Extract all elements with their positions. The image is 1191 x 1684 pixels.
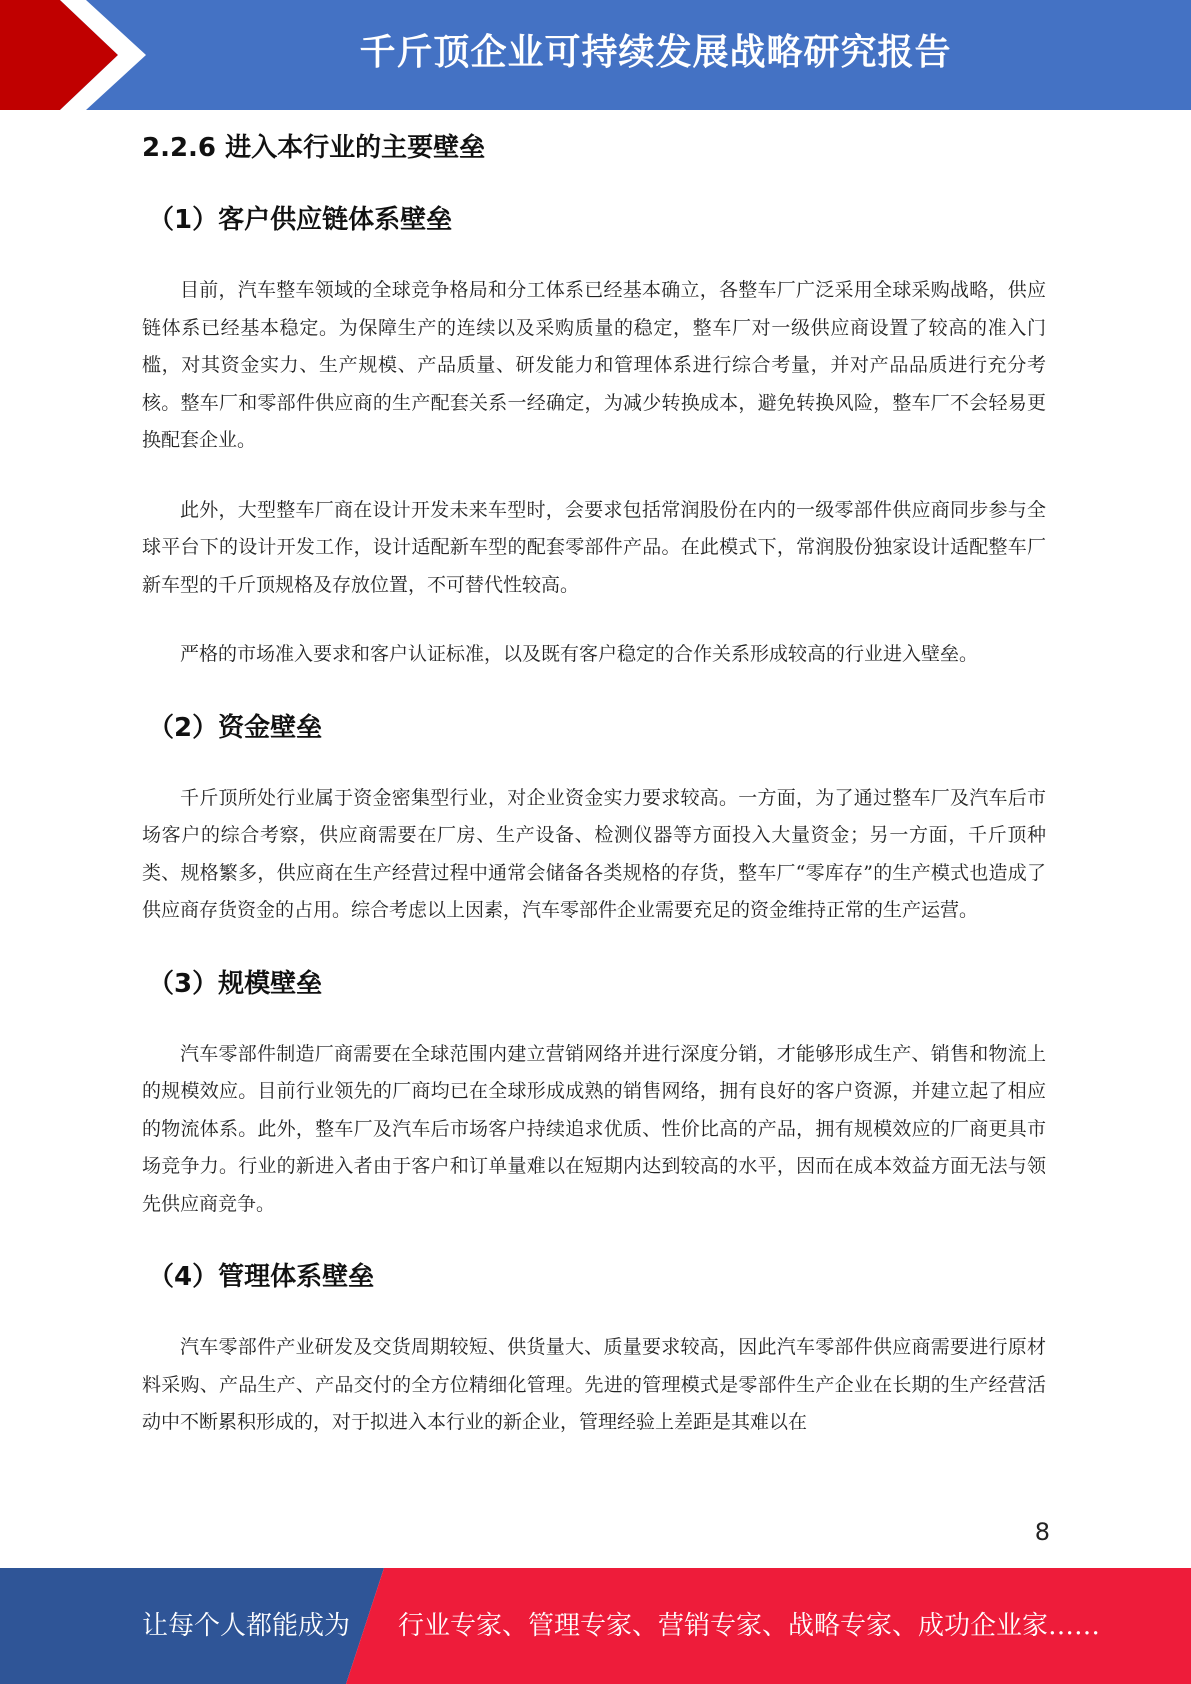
report-title: 千斤顶企业可持续发展战略研究报告	[359, 32, 952, 73]
footer-slogan-right: 行业专家、管理专家、营销专家、战略专家、成功企业家……	[398, 1611, 1101, 1641]
paragraph: 千斤顶所处行业属于资金密集型行业，对企业资金实力要求较高。一方面，为了通过整车厂及汽车后市场客户的综合考察，供应商需要在厂房、生产设备、检测仪器等方面投入大量资金；另一方面，千斤顶种类、规格繁多，供应商在生产经营过程中通常会储备各类规格的存货，整车厂“零库存”的生产模式也造成了供应商存货资金的占用。综合考虑以上因素，汽车零部件企业需要充足的资金维持正常的生产运营。	[142, 786, 1046, 921]
paragraph: 目前，汽车整车领域的全球竞争格局和分工体系已经基本确立，各整车厂广泛采用全球采购战略，供应链体系已经基本稳定。为保障生产的连续以及采购质量的稳定，整车厂对一级供应商设置了较高的准入门槛，对其资金实力、生产规模、产品质量、研发能力和管理体系进行综合考量，并对产品品质进行充分考核。整车厂和零部件供应商的生产配套关系一经确定，为减少转换成本，避免转换风险，整车厂不会轻易更换配套企业。	[142, 279, 1046, 451]
page-header	[0, 0, 1191, 110]
subsection-heading-management: （4）管理体系壁垒	[148, 1262, 375, 1292]
subsection-heading-capital: （2）资金壁垒	[148, 712, 323, 743]
footer-slogan-left: 让每个人都能成为	[142, 1611, 351, 1641]
paragraph: 汽车零部件制造厂商需要在全球范围内建立营销网络并进行深度分销，才能够形成生产、销售和物流上的规模效应。目前行业领先的厂商均已在全球形成成熟的销售网络，拥有良好的客户资源，并建立起了相应的物流体系。此外，整车厂及汽车后市场客户持续追求优质、性价比高的产品，拥有规模效应的厂商更具市场竞争力。行业的新进入者由于客户和订单量难以在短期内达到较高的水平，因而在成本效益方面无法与领先供应商竞争。	[142, 1042, 1046, 1215]
paragraph: 汽车零部件产业研发及交货周期较短、供货量大、质量要求较高，因此汽车零部件供应商需要进行原材料采购、产品生产、产品交付的全方位精细化管理。先进的管理模式是零部件生产企业在长期的生产经营活动中不断累积形成的，对于拟进入本行业的新企业，管理经验上差距是其难以在	[142, 1336, 1046, 1433]
page-footer	[0, 1568, 1191, 1684]
paragraph: 严格的市场准入要求和客户认证标准，以及既有客户稳定的合作关系形成较高的行业进入壁垒。	[180, 643, 979, 665]
document-body	[142, 126, 1046, 1474]
paragraph: 此外，大型整车厂商在设计开发未来车型时，会要求包括常润股份在内的一级零部件供应商同步参与全球平台下的设计开发工作，设计适配新车型的配套零部件产品。在此模式下，常润股份独家设计适配整车厂新车型的千斤顶规格及存放位置，不可替代性较高。	[142, 498, 1046, 596]
subsection-heading-customer-supply-chain: （1）客户供应链体系壁垒	[148, 205, 453, 235]
page-number: 8	[1034, 1518, 1050, 1546]
subsection-heading-scale: （3）规模壁垒	[148, 968, 323, 999]
section-heading: 2.2.6 进入本行业的主要壁垒	[142, 133, 486, 163]
